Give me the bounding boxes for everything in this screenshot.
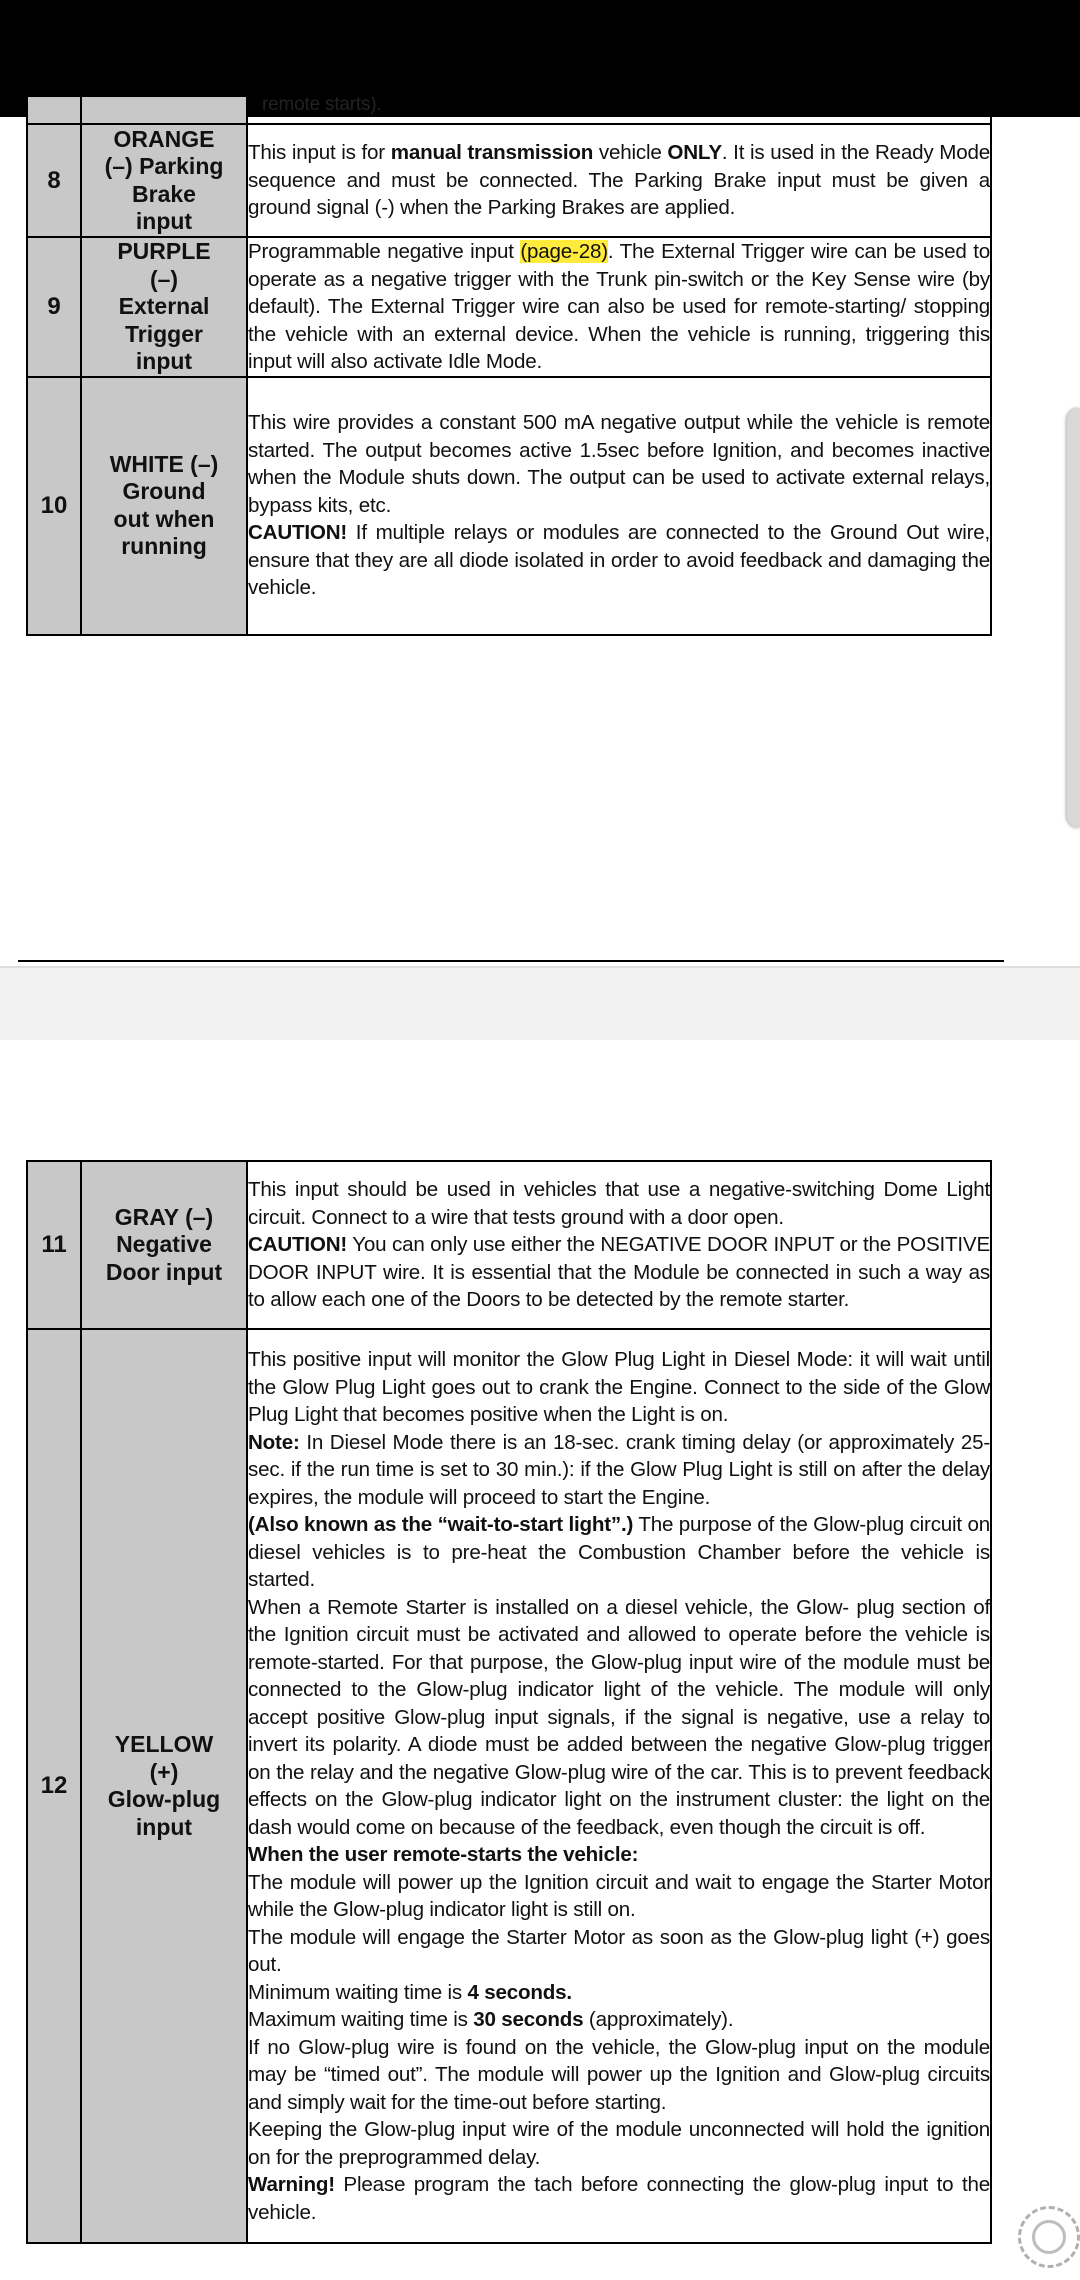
description-paragraph: [248, 1869, 990, 1924]
text-run: . The External Trigger wire can be used to operate as a negative trigger with the Trunk pin-switch or the Key Sense wire (by default). The External Trigger wire can also be used for remote-starting/ stopping the vehicle with an external device. When the vehicle is running, triggering this input will also activate Idle Mode.: [248, 240, 990, 373]
wire-name-line: out when: [113, 505, 215, 532]
description-paragraph: [248, 519, 990, 602]
bold-text: manual transmission: [390, 141, 594, 165]
description-paragraph: [248, 2034, 990, 2117]
text-run: vehicle: [593, 141, 668, 165]
wire-name-line: YELLOW: [114, 1731, 214, 1757]
table-row: [27, 377, 991, 635]
table-row: [27, 124, 991, 237]
description-paragraph: [248, 1346, 990, 1429]
description-paragraph: [248, 1924, 990, 1979]
text-run: The purpose of the Glow-plug circuit on diesel vehicles is to pre-heat the Combustion Chamber before the vehicle is started.: [248, 1513, 990, 1591]
wire-description: [247, 1329, 991, 2243]
description-paragraph: [248, 139, 990, 222]
page-gap: [0, 966, 1080, 1042]
text-run: This input is for: [248, 141, 391, 165]
wire-number: 12: [27, 1329, 81, 2243]
wire-number: 8: [27, 124, 81, 237]
document-page-p12: [0, 97, 1080, 966]
text-run: (approximately).: [583, 2008, 734, 2031]
wire-name: [81, 124, 247, 237]
text-run: In Diesel Mode there is an 18-sec. crank timing delay (or approximately 25-sec. if the run time is set to 30 min.): if the Glow Plug Light is still on after the delay expires, the module will proceed to start the Engine.: [248, 1430, 990, 1509]
text-run: Maximum waiting time is: [248, 2008, 474, 2031]
wire-name-line: PURPLE: [117, 238, 211, 264]
wire-name-line: External: [118, 293, 210, 319]
description-paragraph: [248, 1841, 990, 1869]
wire-name-line: Ground: [122, 478, 206, 504]
page-reference-highlight: (page-28): [520, 240, 608, 263]
wire-number: 9: [27, 237, 81, 377]
wire-number: 11: [27, 1161, 81, 1329]
text-run: Programmable negative input: [248, 240, 521, 263]
wire-table-top: [26, 95, 992, 636]
bold-text: (Also known as the “wait-to-start light”.): [248, 1513, 634, 1536]
table-row: [27, 1329, 991, 2243]
cut-text: remote starts).: [262, 97, 382, 115]
watermark-inner-icon: [1032, 2220, 1066, 2254]
text-run: Please program the tach before connecting the glow-plug input to the vehicle.: [248, 2173, 990, 2224]
wire-name: [81, 377, 247, 635]
wire-name-line: ORANGE: [113, 125, 215, 152]
description-paragraph: [248, 1176, 990, 1231]
description-paragraph: [248, 1231, 990, 1314]
table-row-cut: [27, 96, 991, 124]
text-run: When a Remote Starter is installed on a diesel vehicle, the Glow- plug section of the Ignition circuit must be activated and allowed to operate before the vehicle is remote-started. For that purpose, the Glow-plug input wire of the module must be connected to the Glow-plug indicator light of the vehicle. The module will only accept positive Glow-plug input signals, if the signal is negative, use a relay to invert its polarity. A diode must be added between the negative Glow-plug trigger on the relay and the negative Glow-plug wire of the car. This is to prevent feedback effects on the Glow-plug indicator light on the instrument cluster: the light on the dash would come on because of the feedback, even though the circuit is off.: [248, 1595, 990, 1839]
description-paragraph: [248, 1594, 990, 1842]
footer-divider: [18, 960, 1004, 962]
text-run: . It is used in the Ready Mode sequence and must be connected. The Parking Brake input must be given a ground signal (-) when the Parking Brakes are applied.: [248, 141, 990, 220]
text-run: The module will engage the Starter Motor as soon as the Glow-plug light (+) goes out.: [248, 1925, 990, 1976]
description-paragraph: [248, 1429, 990, 1512]
wire-name-line: input: [135, 1813, 193, 1840]
text-run: This input should be used in vehicles that use a negative-switching Dome Light circuit. Connect to a wire that tests ground with a door open.: [248, 1178, 990, 1229]
description-paragraph: [248, 1511, 990, 1594]
cut-desc-cell: [247, 96, 991, 124]
wire-name-line: input: [135, 348, 193, 374]
text-run: You can only use either the NEGATIVE DOOR INPUT or the POSITIVE DOOR INPUT wire. It is essential that the Module be connected in such a way as to allow each one of the Doors to be detected by the remote starter.: [248, 1233, 990, 1312]
wire-description: [247, 124, 991, 237]
table-row: [27, 1161, 991, 1329]
wire-table-bottom: [26, 1160, 992, 2244]
wire-name-line: input: [135, 208, 193, 234]
wire-name-line: running: [121, 533, 207, 559]
wire-name-line: (–): [149, 265, 179, 292]
wire-name-line: Negative: [116, 1231, 212, 1258]
wire-name: [81, 1161, 247, 1329]
description-paragraph: [248, 2116, 990, 2171]
bold-text: 30 seconds: [473, 2008, 584, 2031]
text-run: This wire provides a constant 500 mA negative output while the vehicle is remote started. The output becomes active 1.5sec before Ignition, and becomes inactive when the Module shuts down. The output can be used to activate external relays, bypass kits, etc.: [248, 411, 990, 517]
bold-text: ONLY: [667, 141, 722, 165]
document-page-p13: [0, 1040, 1080, 2280]
wire-number: 10: [27, 377, 81, 635]
bold-text: Warning!: [248, 2173, 335, 2196]
description-paragraph: [248, 2006, 990, 2034]
wire-description: [247, 237, 991, 377]
text-run: Minimum waiting time is: [248, 1980, 468, 2004]
description-paragraph: [248, 1979, 990, 2007]
wire-name: [81, 1329, 247, 2243]
description-paragraph: [248, 2171, 990, 2226]
description-paragraph: [248, 409, 990, 519]
wire-description: [247, 1161, 991, 1329]
wire-name-line: GRAY (–): [114, 1203, 214, 1230]
wire-name-line: (–) Parking: [104, 153, 224, 179]
text-run: Keeping the Glow-plug input wire of the module unconnected will hold the ignition on for the preprogrammed delay.: [248, 2118, 990, 2169]
bold-text: 4 seconds.: [467, 1980, 572, 2004]
bold-text: Note:: [248, 1430, 300, 1454]
wire-name-line: WHITE (–): [109, 450, 219, 477]
bold-text: CAUTION!: [248, 521, 348, 545]
wire-name-line: Glow-plug: [107, 1786, 221, 1812]
wire-name-line: Door input: [105, 1258, 223, 1285]
watermark-icon: [1018, 2206, 1080, 2268]
wire-name-line: Trigger: [125, 320, 203, 347]
text-run: This positive input will monitor the Glow Plug Light in Diesel Mode: it will wait until the Glow Plug Light goes out to crank the Engine. Connect to the side of the Glow Plug Light that becomes positive when the Light is on.: [248, 1348, 990, 1426]
wire-name-line: (+): [149, 1758, 179, 1785]
wire-name-line: Brake: [132, 180, 196, 207]
text-run: If no Glow-plug wire is found on the vehicle, the Glow-plug input on the module may be “timed out”. The module will power up the Ignition and Glow-plug circuits and simply wait for the time-out before starting.: [248, 2035, 990, 2114]
cut-num-cell: [27, 96, 81, 124]
bold-text: CAUTION!: [248, 1233, 348, 1257]
scrollbar-thumb[interactable]: [1067, 408, 1080, 828]
description-paragraph: [248, 238, 990, 376]
wire-description: [247, 377, 991, 635]
bold-text: When the user remote-starts the vehicle:: [248, 1843, 639, 1866]
wire-name: [81, 237, 247, 377]
table-row: [27, 237, 991, 377]
cut-wire-cell: [81, 96, 247, 124]
text-run: The module will power up the Ignition circuit and wait to engage the Starter Motor while the Glow-plug indicator light is still on.: [248, 1870, 990, 1921]
text-run: If multiple relays or modules are connected to the Ground Out wire, ensure that they are all diode isolated in order to avoid feedback and damaging the vehicle.: [248, 521, 990, 600]
